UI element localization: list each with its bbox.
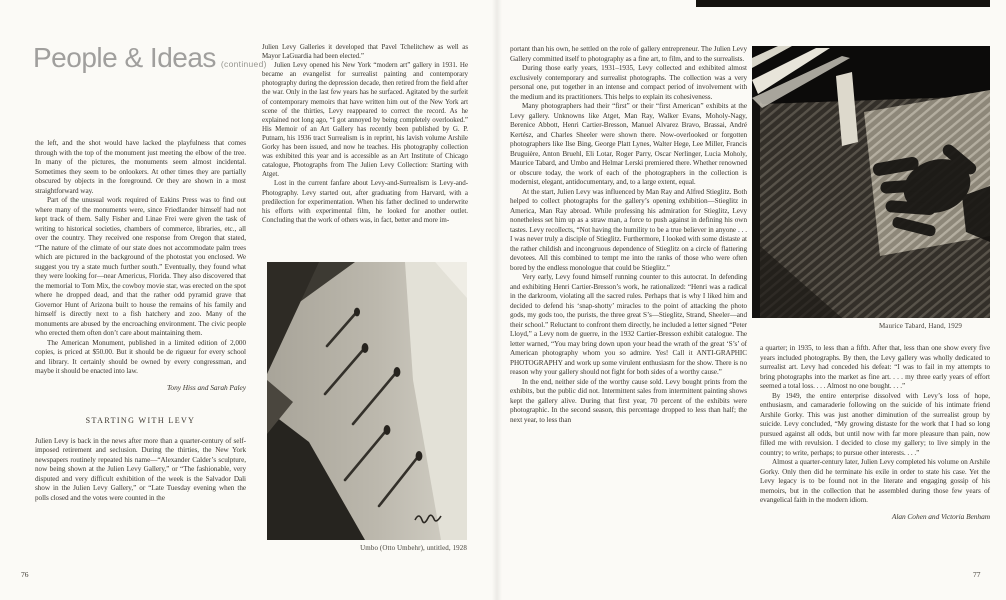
tabard-photo-caption: Maurice Tabard, Hand, 1929	[878, 322, 962, 330]
paragraph: Julien Levy Galleries it developed that Pavel Tchelitchew as well as Mayor LaGuardia had been elected.”	[262, 43, 468, 61]
section-continued-label: (continued)	[220, 59, 267, 69]
paragraph: Julien Levy is back in the news after more than a quarter-century of self-imposed retirement and seclusion. During the thirties, the New York newspapers routinely repeated his name—“Alexander Calder’s sculpture, now being shown at the Julien Levy Gallery,” or “The fashionable, very disputed and very difficult exhibition of the week is the Salvador Dali show in the Julien Levy Gallery,” or “Late Tuesday evening when the polls closed and the votes were counted in the	[35, 436, 246, 502]
tabard-photograph	[752, 46, 990, 318]
page-number-right: 77	[973, 570, 981, 579]
paragraph: Very early, Levy found himself running counter to this autocrat. In defending and exhibiting Henri Cartier-Bresson’s work, he rationalized: “Henri was a radical in the darkroom, violating all the sacred rules. Perhaps that is why I liked him and decided to defend his ‘snap-shotty’ miracles to the point of attacking the photo gods, my gods too, the purists, the three great S’s—Stieglitz, Strand, Sheeler—and their school.” Reluctant to confront them directly, he included a letter signed “Peter Lloyd,” a Levy nom de guerre, in the 1932 Cartier-Bresson exhibit catalogue. The letter warned, “You may bring down upon your head the wrath of the great ‘S’s’ of American photography whom you so admire. Yes! Call it ANTI-GRAPHIC PHOTOGRAPHY and work up some virulent enthusiasm for the show. There is no reason why your gallery should not fight for both sides of a worthy cause.”	[510, 273, 747, 376]
paragraph: In the end, neither side of the worthy cause sold. Levy bought prints from the exhibits, but the public did not. Intermittent sales from intermittent painting shows kept the gallery alive. During that first year, 70 percent of the exhibits were photographic. In the second season, this percentage dropped to less than half; the next year, to less than	[510, 377, 747, 424]
paragraph: Lost in the current fanfare about Levy-and-Surrealism is Levy-and-Photography. Levy started out, after graduating from Harvard, with a predilection for experimentation. When his father declined to underwrite his efforts with experimental film, he looked for another outlet. Concluding that the work of others was, in fact, better and more im-	[262, 179, 468, 224]
paragraph: the left, and the shot would have lacked the playfulness that comes through with the top of the monument just meeting the elbow of the tree. In many of the pictures, the monuments seem almost incidental. Sometimes they seem to be onlookers. At other times they are partially obscured by objects in the foreground. Or they are shown in a most straightforward way.	[35, 139, 246, 195]
paragraph: a quarter; in 1935, to less than a fifth. After that, less than one show every five years included photographs. By then, the Levy gallery was wholly dedicated to surrealist art. Levy had conceded his defeat: “I was to fail in my attempts to bring photographs into the market as fine art. . . . my three early years of effort seemed a total loss. . . . Almost no one bought. . . .”	[760, 344, 990, 390]
section-logo	[33, 42, 267, 74]
umbo-photo-illustration	[267, 262, 467, 540]
paragraph: By 1949, the entire enterprise dissolved with Levy’s loss of hope, enthusiasm, and camaraderie following on the suicide of his intimate friend Arshile Gorky. This was just another diminution of the surrealist group by suicide. Levy concluded, “My growing distaste for the work that I had so long pursued against all odds, but until now with far more pleasure than pain, now filled me with revulsion. I decided to close my gallery; to live simply in the country; to write, perhaps; to pursue other interests. . . .”	[760, 391, 990, 457]
paragraph: portant than his own, he settled on the role of gallery entrepreneur. The Julien Levy Gallery committed itself to photography as a fine art, to film, and to the surrealists.	[510, 45, 747, 63]
byline-hiss-paley: Tony Hiss and Sarah Paley	[167, 382, 246, 392]
paragraph: Julien Levy opened his New York “modern art” gallery in 1931. He became an evangelist for surrealist painting and contemporary photography during the depression decade, then retired from the field after the war. Only in the last few years has he surfaced. Agitated by the surfeit of contemporary memoirs that have written him out of the New York art scene of the thirties, Levy reappeared to correct the record. As he explained not long ago, “I got annoyed by being completely overlooked.” His Memoir of an Art Gallery has recently been published by G. P. Putnam, his 1936 tract Surrealism is in reprint, his lavish volume Arshile Gorky has been issued, and now he teaches. His photography collection was exhibited this year and is accessible as an Art Institute of Chicago catalogue, Photographs from The Julien Levy Collection: Starting with Atget.	[262, 61, 468, 179]
top-edge-rule	[696, 0, 990, 7]
right-page-column-1	[510, 45, 747, 545]
paragraph: Part of the unusual work required of Eakins Press was to find out where many of the monuments were, since Friedlander himself had not kept track of them. Sally Fisher and Linae Frei were given the task of writing to historical societies, chambers of commerce, libraries, etc., all over the country. They received one response from Oregon that stated, “The nature of the climate of our state does not accommodate palm trees which are pictured in the background of the photostat you enclosed. We suggest you try a state much further south.” Eventually, they found what they were looking for—near Americus, Florida. They also discovered that the memorial to Tom Mix, the cowboy movie star, was erected on the spot where he dropped dead, and that the rather odd pyramid grave that Governor Hunt of Arizona built to house the remains of his family and himself is directly next to a fish hatchery and zoo. Many of the monuments are abused by the encroaching environment. The civic people who erected them often don’t care about maintaining them.	[35, 196, 246, 337]
umbo-photo-caption: Umbo (Otto Umbehr), untitled, 1928	[360, 544, 467, 552]
section-title: People & Ideas	[33, 42, 216, 73]
section-heading-starting-with-levy: STARTING WITH LEVY	[85, 416, 196, 425]
page-fold-shadow	[492, 0, 502, 600]
right-page-column-2	[760, 344, 990, 521]
paragraph: Many photographers had their “first” or their “first American” exhibits at the Levy gallery. Unknowns like Atget, Man Ray, Walker Evans, Moholy-Nagy, Berenice Abbott, Henri Cartier-Bresson, Manuel Alvarez Bravo, Brassai, André Kertész, and Charles Sheeler were shown there. Now-overlooked or forgotten photographers like Ilse Bing, George Platt Lynes, Walter Hege, Lee Miller, Francis Bruguière, Anton Bruehl, Eli Lotar, Roger Parry, Oscar Nerlinger, Lucia Moholy, Maurice Tabard, and Umbo and Helmar Lerski premiered there. Whether renowned or obscure today, the work of each of the photographers in the collection is modernist, elegant, antidocumentary, and, to a large extent, equal.	[510, 102, 747, 186]
paragraph: During those early years, 1931–1935, Levy collected and exhibited almost exclusively contemporary and surrealist photographs. The collection was a very personal one, put together in an intense and compact period of involvement with the medium and its practitioners. This helps to explain its cohesiveness.	[510, 64, 747, 101]
paragraph: At the start, Julien Levy was influenced by Man Ray and Alfred Stieglitz. Both helped to collect photographs for the gallery’s opening exhibition—Stieglitz in America, Man Ray abroad. While professing his admiration for Stieglitz, Levy nonetheless set him up as a straw man, a force to push against in defining his own tastes. Levy recollects, “Not having the humility to be a true believer in anyone . . . I was never truly a disciple of Stieglitz. Furthermore, I looked with some distaste at the rather childish and incongruous dependence of Stieglitz on a circle of flattering devotees. All this combined to tempt me into the ranks of those who were often bored by the endless monologue that could be Stieglitz.”	[510, 187, 747, 272]
umbo-photograph	[267, 262, 467, 540]
paragraph: The American Monument, published in a limited edition of 2,000 copies, is priced at $50.00. But it should be de rigueur for every school and library. It certainly should be owned by every congressman, and maybe it should be enacted into law.	[35, 338, 246, 375]
tabard-photo-illustration	[752, 46, 990, 318]
paragraph: Almost a quarter-century later, Julien Levy completed his volume on Arshile Gorky. Only then did he terminate his exile in order to state his case. Yet the Levy legacy is to be found not in the literate and engaging gossip of his memoirs, but in the collection that he assembled during those few years of evangelical faith in the modern idiom.	[760, 458, 990, 504]
byline-cohen-benham: Alan Cohen and Victoria Benham	[891, 511, 990, 521]
left-page-column-1	[35, 139, 246, 503]
page-number-left: 76	[21, 570, 29, 579]
left-page-column-2	[262, 43, 468, 259]
